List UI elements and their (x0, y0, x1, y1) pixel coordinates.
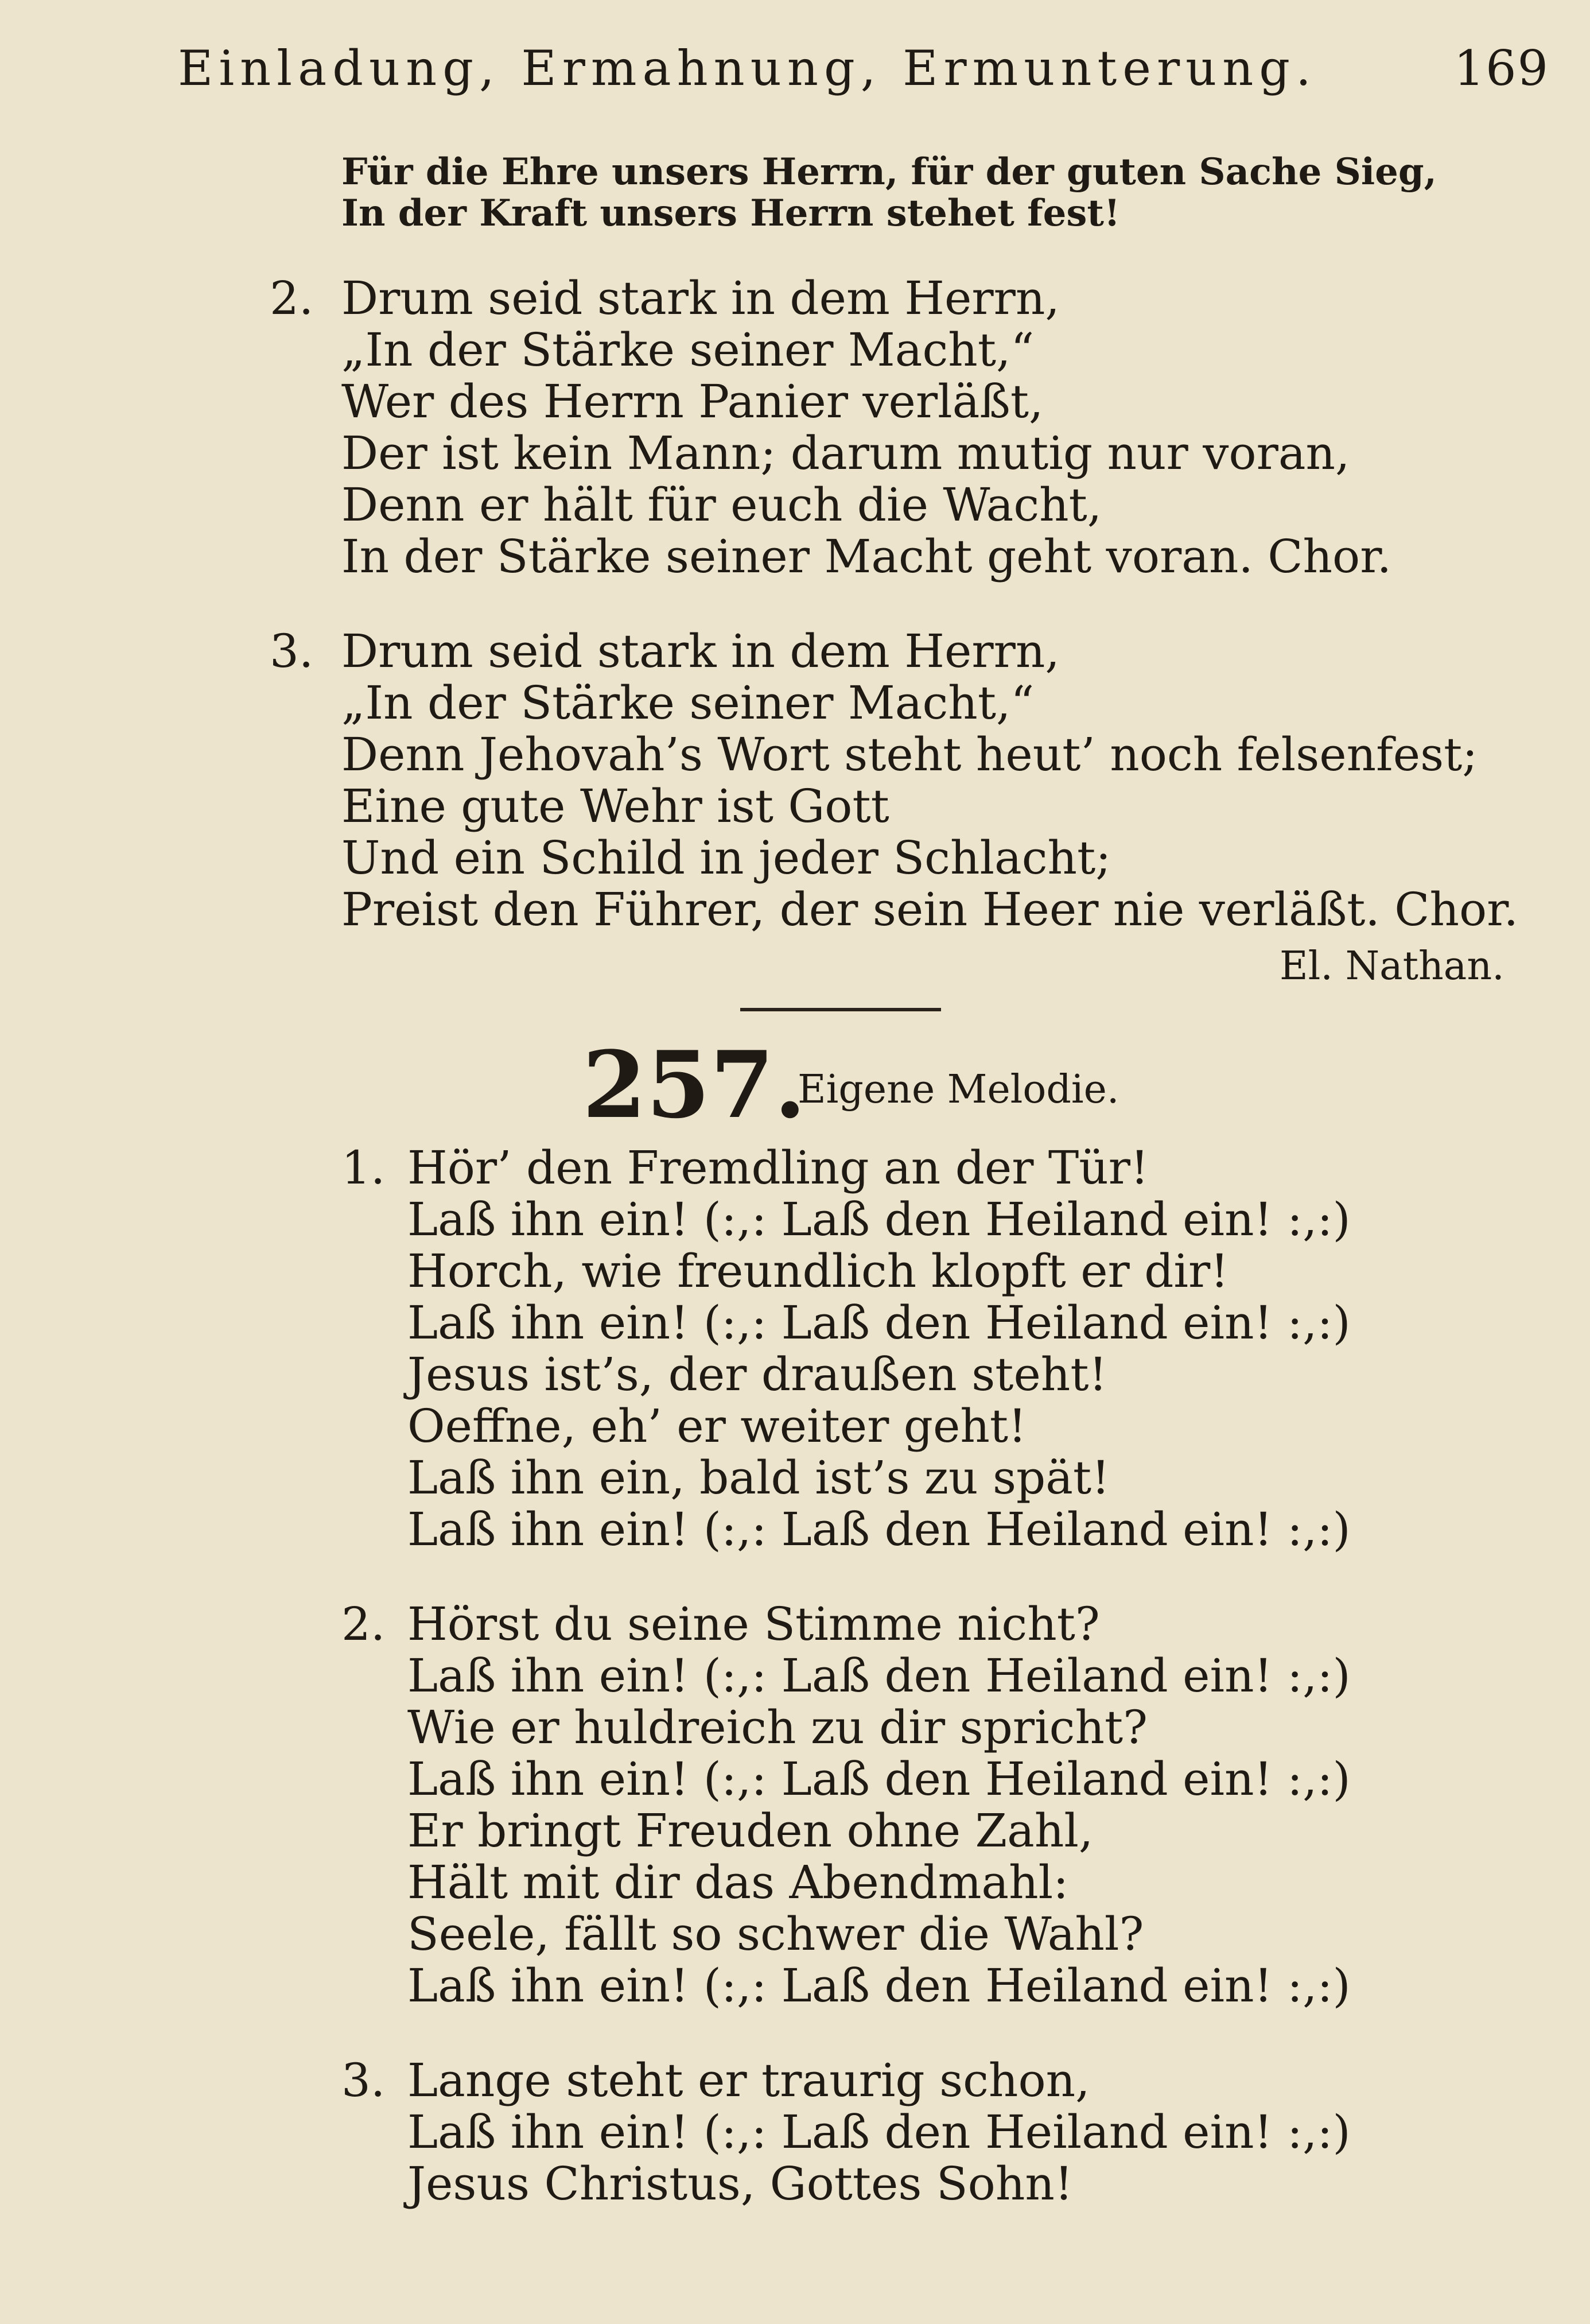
melody-note: Eigene Melodie. (798, 1067, 1119, 1112)
verse-number: 3. (341, 2054, 386, 2107)
verse-line: Horch, wie freundlich klopft er dir! (407, 1244, 1229, 1298)
verse-line: Laß ihn ein! (:,: Laß den Heiland ein! :,:) (407, 1959, 1351, 2012)
verse-line: Denn er hält für euch die Wacht, (341, 478, 1102, 531)
verse-line: Lange steht er traurig schon, (407, 2054, 1090, 2107)
verse-line: Hör’ den Fremdling an der Tür! (407, 1141, 1149, 1194)
verse-line: Hält mit dir das Abendmahl: (407, 1856, 1069, 1909)
verse-line: Oeffne, eh’ er weiter geht! (407, 1399, 1027, 1453)
verse-line: Preist den Führer, der sein Heer nie verläßt. Chor. (341, 883, 1519, 936)
running-title: Einladung, Ermahnung, Ermunterung. (178, 40, 1317, 96)
verse-line: Wie er huldreich zu dir spricht? (407, 1701, 1148, 1754)
section-divider (740, 1008, 941, 1011)
verse-line: Er bringt Freuden ohne Zahl, (407, 1804, 1094, 1857)
verse-line: Jesus ist’s, der draußen steht! (407, 1348, 1107, 1401)
verse-line: Eine gute Wehr ist Gott (341, 779, 889, 833)
hymn-author: El. Nathan. (1280, 944, 1505, 989)
verse-line: Denn Jehovah’s Wort steht heut’ noch felsenfest; (341, 728, 1478, 781)
chorus-line: Für die Ehre unsers Herrn, für der guten Sache Sieg, (341, 150, 1437, 193)
verse-line: Laß ihn ein! (:,: Laß den Heiland ein! :,:) (407, 1649, 1351, 1702)
verse-line: „In der Stärke seiner Macht,“ (341, 676, 1035, 730)
verse-line: Drum seid stark in dem Herrn, (341, 624, 1060, 678)
verse-line: Hörst du seine Stimme nicht? (407, 1597, 1100, 1651)
verse-line: Der ist kein Mann; darum mutig nur voran, (341, 426, 1350, 480)
verse-line: Laß ihn ein, bald ist’s zu spät! (407, 1451, 1110, 1504)
verse-number: 2. (270, 271, 314, 325)
verse-line: Laß ihn ein! (:,: Laß den Heiland ein! :,:) (407, 1193, 1351, 1246)
verse-number: 2. (341, 1597, 386, 1651)
verse-line: Laß ihn ein! (:,: Laß den Heiland ein! :,:) (407, 1503, 1351, 1556)
verse-line: Laß ihn ein! (:,: Laß den Heiland ein! :,:) (407, 1752, 1351, 1806)
verse-number: 1. (341, 1141, 386, 1194)
verse-line: In der Stärke seiner Macht geht voran. Chor. (341, 530, 1392, 583)
verse-line: Wer des Herrn Panier verläßt, (341, 375, 1044, 428)
verse-line: Seele, fällt so schwer die Wahl? (407, 1907, 1144, 1961)
page-header (178, 40, 1549, 103)
verse-line: Laß ihn ein! (:,: Laß den Heiland ein! :,:) (407, 1296, 1351, 1349)
verse-line: „In der Stärke seiner Macht,“ (341, 323, 1035, 377)
verse-line: Jesus Christus, Gottes Sohn! (407, 2157, 1074, 2210)
page-number: 169 (1453, 40, 1549, 96)
verse-line: Und ein Schild in jeder Schlacht; (341, 831, 1111, 884)
verse-number: 3. (270, 624, 314, 678)
verse-line: Laß ihn ein! (:,: Laß den Heiland ein! :,:) (407, 2105, 1351, 2159)
verse-line: Drum seid stark in dem Herrn, (341, 271, 1060, 325)
hymn-number: 257. (582, 1031, 806, 1139)
chorus-line: In der Kraft unsers Herrn stehet fest! (341, 192, 1121, 235)
